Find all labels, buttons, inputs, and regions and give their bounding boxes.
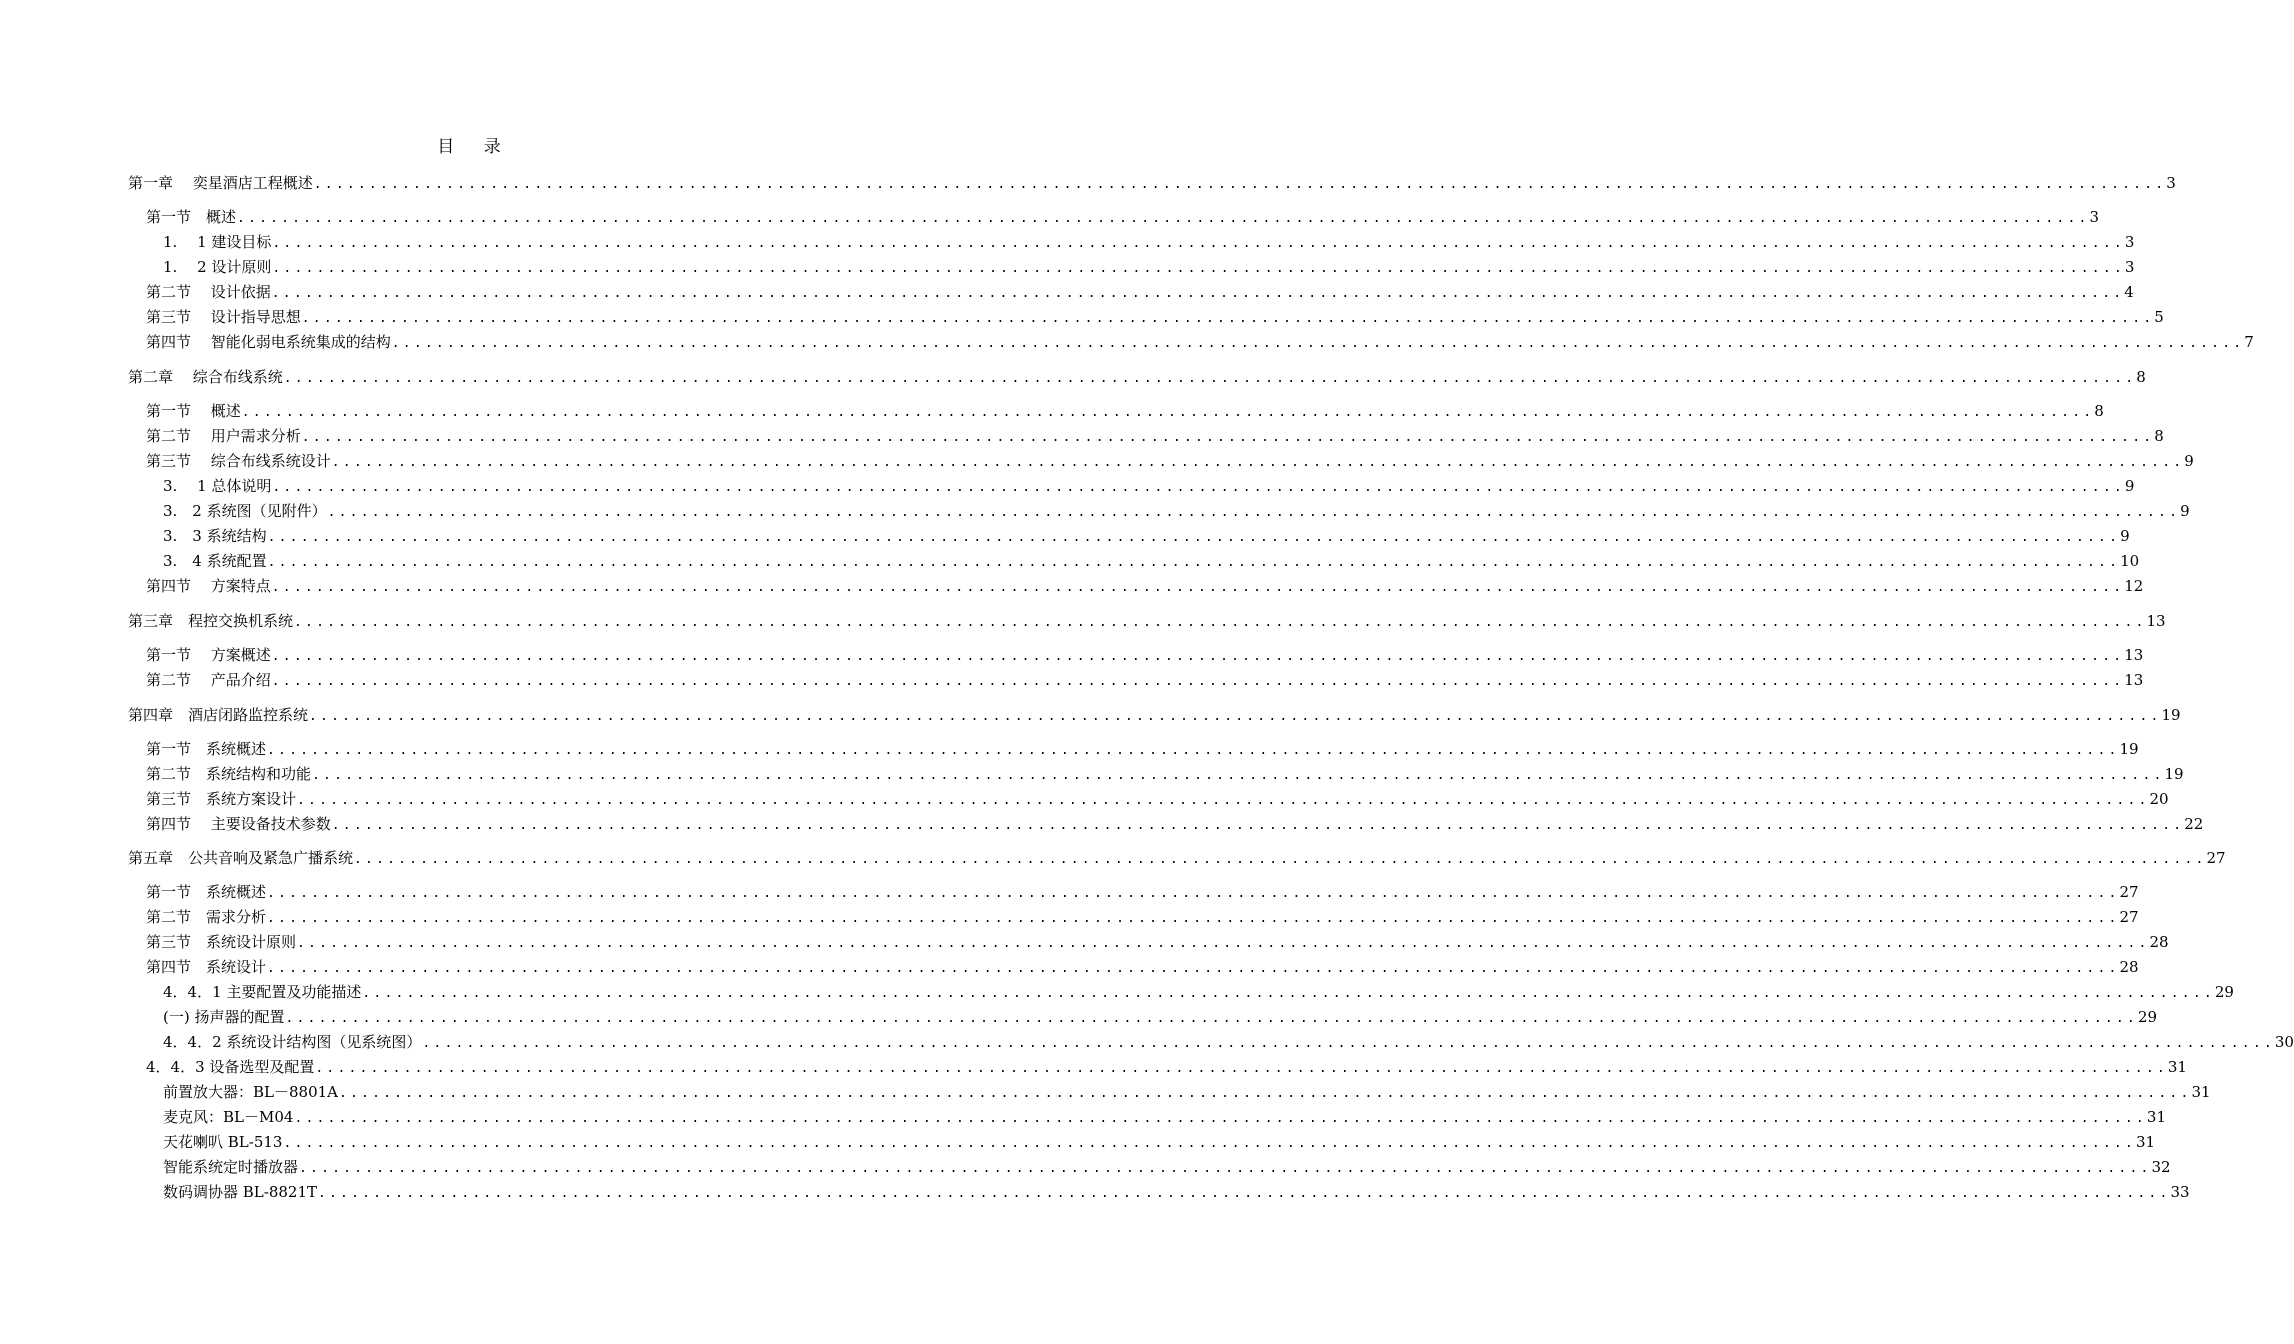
toc-entry-page: 8 [2094,402,2104,420]
toc-entry[interactable] [146,957,2139,979]
toc-entry-page: 33 [2170,1183,2190,1201]
toc-leader-dots: ........................................................................................................................................................................ [354,852,2207,867]
toc-entry-label: 第二节 需求分析 [146,908,267,926]
toc-entry-page: 12 [2124,577,2144,595]
toc-entry-label: 第一节 系统概述 [146,883,267,901]
toc-entry-page: 19 [2161,706,2181,724]
toc-leader-dots: ........................................................................................................................................................................ [267,961,2120,976]
toc-leader-dots: ........................................................................................................................................................................ [272,480,2125,495]
toc-entry-page: 13 [2146,612,2166,630]
toc-entry-label: 前置放大器：BL－8801A [163,1083,338,1101]
toc-leader-dots: ........................................................................................................................................................................ [271,580,2125,595]
toc-entry[interactable] [163,1082,2211,1104]
toc-entry-page: 31 [2146,1108,2167,1126]
toc-entry-page: 9 [2180,502,2190,520]
toc-entry[interactable] [146,451,2194,473]
toc-entry-page: 27 [2119,883,2139,901]
toc-entry-label: 第二节 用户需求分析 [146,427,301,445]
toc-entry[interactable] [128,173,2176,195]
toc-leader-dots: ........................................................................................................................................................................ [331,818,2185,833]
toc-entry-label: 第四章 酒店闭路监控系统 [128,706,309,724]
toc-entry-label: 3. 4 系统配置 [163,552,267,570]
toc-entry[interactable] [163,257,2135,279]
toc-leader-dots: ........................................................................................................................................................................ [267,886,2120,901]
toc-entry[interactable] [128,705,2181,727]
toc-entry-page: 9 [2184,452,2194,470]
toc-entry-page: 8 [2136,368,2146,386]
toc-entry-label: 第一节 方案概述 [146,646,271,664]
toc-entry-page: 27 [2119,908,2139,926]
toc-entry-label: 4．4．1 主要配置及功能描述 [163,983,362,1001]
toc-leader-dots: ........................................................................................................................................................................ [272,261,2125,276]
toc-entry-label: 1. 1 建设目标 [163,233,272,251]
toc-leader-dots: ........................................................................................................................................................................ [309,709,2162,724]
toc-entry-page: 8 [2154,427,2164,445]
toc-entry-label: 3. 1 总体说明 [163,477,272,495]
toc-entry-label: 第二节 设计依据 [146,283,271,301]
toc-entry-page: 4 [2124,283,2134,301]
toc-entry-label: 第二章 综合布线系统 [128,368,283,386]
toc-leader-dots: ........................................................................................................................................................................ [267,911,2120,926]
toc-leader-dots: ........................................................................................................................................................................ [267,743,2120,758]
toc-entry-label: 第四节 主要设备技术参数 [146,815,331,833]
toc-leader-dots: ........................................................................................................................................................................ [339,1086,2192,1101]
toc-entry-page: 13 [2124,646,2144,664]
toc-entry-page: 3 [2124,258,2135,276]
toc-entry[interactable] [163,1182,2190,1204]
toc-entry-page: 10 [2120,552,2140,570]
toc-leader-dots: ........................................................................................................................................................................ [391,336,2245,351]
toc-leader-dots: ........................................................................................................................................................................ [271,674,2125,689]
toc-entry-label: 3. 3 系统结构 [163,527,267,545]
toc-entry-page: 31 [2135,1133,2156,1151]
toc-entry[interactable] [146,882,2139,904]
toc-leader-dots: ........................................................................................................................................................................ [301,430,2155,445]
toc-entry-label: 第四节 智能化弱电系统集成的结构 [146,333,391,351]
toc-leader-dots: ........................................................................................................................................................................ [301,311,2155,326]
toc-entry-label: 第三节 系统设计原则 [146,933,297,951]
toc-entry-label: 第三节 系统方案设计 [146,790,297,808]
toc-entry-label: 第五章 公共音响及紧急广播系统 [128,849,354,867]
toc-leader-dots: ........................................................................................................................................................................ [313,177,2167,192]
toc-entry[interactable] [163,1007,2158,1029]
toc-leader-dots: ........................................................................................................................................................................ [283,1136,2136,1151]
toc-entry[interactable] [128,611,2166,633]
toc-entry[interactable] [163,1107,2167,1129]
toc-entry-label: 第四节 系统设计 [146,958,267,976]
toc-entry-page: 32 [2151,1158,2171,1176]
toc-entry[interactable] [163,501,2190,523]
toc-entry[interactable] [163,232,2135,254]
toc-leader-dots: ........................................................................................................................................................................ [285,1011,2138,1026]
toc-leader-dots: ........................................................................................................................................................................ [271,649,2125,664]
toc-leader-dots: ........................................................................................................................................................................ [294,615,2147,630]
toc-entry[interactable] [146,907,2139,929]
toc-entry-page: 3 [2166,174,2176,192]
toc-entry-page: 20 [2149,790,2169,808]
toc-entry[interactable] [146,764,2184,786]
toc-entry-label: 1. 2 设计原则 [163,258,272,276]
toc-leader-dots: ........................................................................................................................................................................ [327,505,2181,520]
toc-entry-page: 31 [2191,1083,2211,1101]
toc-leader-dots: ........................................................................................................................................................................ [272,236,2125,251]
toc-leader-dots: ........................................................................................................................................................................ [312,768,2165,783]
toc-entry-page: 3 [2089,208,2100,226]
toc-entry-page: 5 [2154,308,2164,326]
toc-entry[interactable] [146,814,2204,836]
toc-entry[interactable] [163,982,2234,1004]
toc-entry[interactable] [146,576,2144,598]
toc-entry-label: 第三节 综合布线系统设计 [146,452,331,470]
toc-entry-page: 29 [2137,1008,2158,1026]
toc-entry-page: 9 [2124,477,2135,495]
toc-entry-label: 第一章 奕星酒店工程概述 [128,174,313,192]
toc-entry-label: 数码调协器 BL-8821T [163,1183,317,1201]
toc-entry-label: 智能系统定时播放器 [163,1158,299,1176]
toc-entry-label: 4．4．2 系统设计结构图（见系统图） [163,1033,422,1051]
toc-entry-page: 31 [2167,1058,2187,1076]
toc-entry-page: 30 [2274,1033,2294,1051]
toc-entry[interactable] [163,551,2140,573]
toc-entry-page: 19 [2164,765,2184,783]
toc-leader-dots: ........................................................................................................................................................................ [315,1061,2168,1076]
toc-entry-page: 9 [2120,527,2130,545]
toc-entry[interactable] [146,282,2134,304]
toc-leader-dots: ........................................................................................................................................................................ [297,936,2150,951]
toc-entry-page: 27 [2206,849,2226,867]
toc-entry[interactable] [146,670,2144,692]
toc-entry-page: 22 [2184,815,2204,833]
toc-entry-page: 29 [2214,983,2234,1001]
toc-leader-dots: ........................................................................................................................................................................ [318,1186,2171,1201]
toc-entry[interactable] [163,1157,2171,1179]
toc-entry[interactable] [146,932,2169,954]
toc-entry-label: 3. 2 系统图（见附件） [163,502,327,520]
toc-entry-label: 麦克风：BL－M04 [163,1108,294,1126]
toc-entry-label: 第三章 程控交换机系统 [128,612,294,630]
toc-entry-page: 28 [2149,933,2169,951]
toc-entry-label: 第一节 概述 [146,208,237,226]
toc-leader-dots: ........................................................................................................................................................................ [237,211,2090,226]
toc-entry-label: 第三节 设计指导思想 [146,308,301,326]
toc-entry[interactable] [163,1132,2156,1154]
toc-leader-dots: ........................................................................................................................................................................ [241,405,2095,420]
toc-entry[interactable] [146,739,2139,761]
toc-entry[interactable] [163,476,2135,498]
toc-entry-label: 第四节 方案特点 [146,577,271,595]
toc-entry-label: (一) 扬声器的配置 [163,1008,285,1026]
toc-entry-label: 4．4．3 设备选型及配置 [146,1058,315,1076]
toc-leader-dots: ........................................................................................................................................................................ [331,455,2185,470]
toc-entry[interactable] [146,426,2164,448]
toc-entry[interactable] [146,789,2169,811]
toc-entry-label: 第二节 系统结构和功能 [146,765,312,783]
toc-entry[interactable] [146,307,2164,329]
toc-entry-page: 3 [2124,233,2135,251]
toc-leader-dots: ........................................................................................................................................................................ [362,986,2215,1001]
toc-entry[interactable] [146,645,2144,667]
toc-leader-dots: ........................................................................................................................................................................ [299,1161,2152,1176]
toc-entry-page: 19 [2119,740,2139,758]
toc-entry[interactable] [163,526,2130,548]
toc-entry-page: 13 [2124,671,2144,689]
toc-leader-dots: ........................................................................................................................................................................ [267,555,2121,570]
toc-leader-dots: ........................................................................................................................................................................ [283,371,2137,386]
toc-entry[interactable] [146,1057,2187,1079]
toc-entry-label: 天花喇叭 BL-513 [163,1133,283,1151]
toc-leader-dots: ........................................................................................................................................................................ [271,286,2125,301]
toc-entry-label: 第一节 概述 [146,402,241,420]
toc-leader-dots: ........................................................................................................................................................................ [267,530,2121,545]
toc-entry[interactable] [163,1032,2294,1054]
toc-entry-label: 第二节 产品介绍 [146,671,271,689]
toc-entry-page: 28 [2119,958,2139,976]
toc-entry[interactable] [146,332,2254,354]
toc-leader-dots: ........................................................................................................................................................................ [294,1111,2147,1126]
toc-entry-page: 7 [2244,333,2254,351]
toc-entry[interactable] [128,367,2146,389]
toc-entry[interactable] [128,848,2226,870]
page-title: 目 录 [437,137,513,157]
toc-entry[interactable] [146,207,2100,229]
toc-leader-dots: ........................................................................................................................................................................ [297,793,2150,808]
toc-entry[interactable] [146,401,2104,423]
toc-leader-dots: ........................................................................................................................................................................ [422,1036,2275,1051]
toc-entry-label: 第一节 系统概述 [146,740,267,758]
